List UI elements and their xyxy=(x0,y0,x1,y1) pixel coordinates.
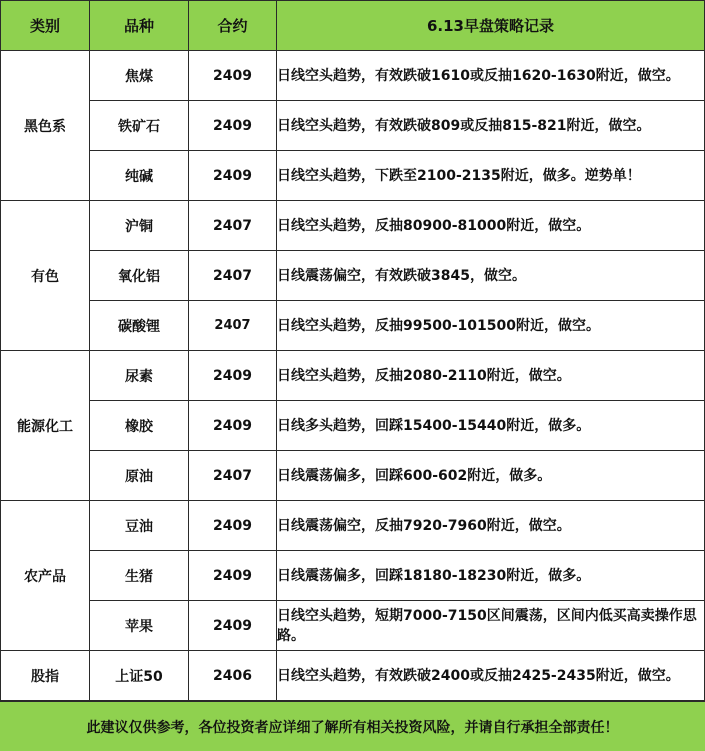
contract-cell: 2407 xyxy=(189,301,277,351)
variety-cell: 沪铜 xyxy=(90,201,189,251)
table-row xyxy=(1,151,705,201)
table-row xyxy=(1,301,705,351)
contract-cell: 2409 xyxy=(189,351,277,401)
strategy-cell: 日线空头趋势，下跌至2100-2135附近，做多。逆势单！ xyxy=(277,151,705,201)
variety-cell: 橡胶 xyxy=(90,401,189,451)
variety-cell: 上证50 xyxy=(90,651,189,701)
disclaimer-text: 此建议仅供参考，各位投资者应详细了解所有相关投资风险，并请自行承担全部责任！ xyxy=(86,719,619,736)
contract-cell: 2409 xyxy=(189,101,277,151)
variety-cell: 生猪 xyxy=(90,551,189,601)
contract-cell: 2409 xyxy=(189,151,277,201)
variety-cell: 铁矿石 xyxy=(90,101,189,151)
strategy-cell: 日线震荡偏多，回踩600-602附近，做多。 xyxy=(277,451,705,501)
strategy-cell: 日线空头趋势，反抽99500-101500附近，做空。 xyxy=(277,301,705,351)
variety-cell: 纯碱 xyxy=(90,151,189,201)
strategy-cell: 日线空头趋势，反抽2080-2110附近，做空。 xyxy=(277,351,705,401)
contract-cell: 2409 xyxy=(189,501,277,551)
variety-cell: 焦煤 xyxy=(90,51,189,101)
table-row xyxy=(1,351,705,401)
table-row xyxy=(1,451,705,501)
strategy-cell: 日线空头趋势，反抽80900-81000附近，做空。 xyxy=(277,201,705,251)
category-cell: 能源化工 xyxy=(1,351,90,501)
table-row xyxy=(1,251,705,301)
table-row xyxy=(1,51,705,101)
strategy-cell: 日线震荡偏空，有效跌破3845，做空。 xyxy=(277,251,705,301)
strategy-cell: 日线多头趋势，回踩15400-15440附近，做多。 xyxy=(277,401,705,451)
table-row xyxy=(1,101,705,151)
variety-cell: 尿素 xyxy=(90,351,189,401)
variety-cell: 碳酸锂 xyxy=(90,301,189,351)
header-contract: 合约 xyxy=(189,1,277,51)
strategy-cell: 日线空头趋势，有效跌破2400或反抽2425-2435附近，做空。 xyxy=(277,651,705,701)
table-row xyxy=(1,401,705,451)
table-row xyxy=(1,601,705,651)
contract-cell: 2409 xyxy=(189,401,277,451)
contract-cell: 2409 xyxy=(189,51,277,101)
category-cell: 有色 xyxy=(1,201,90,351)
contract-cell: 2409 xyxy=(189,601,277,651)
strategy-cell: 日线空头趋势，有效跌破809或反抽815-821附近，做空。 xyxy=(277,101,705,151)
contract-cell: 2407 xyxy=(189,201,277,251)
contract-cell: 2407 xyxy=(189,451,277,501)
variety-cell: 原油 xyxy=(90,451,189,501)
table-row xyxy=(1,201,705,251)
strategy-cell: 日线震荡偏空，反抽7920-7960附近，做空。 xyxy=(277,501,705,551)
variety-cell: 豆油 xyxy=(90,501,189,551)
header-variety: 品种 xyxy=(90,1,189,51)
header-row xyxy=(1,1,705,51)
variety-cell: 氧化铝 xyxy=(90,251,189,301)
contract-cell: 2409 xyxy=(189,551,277,601)
contract-cell: 2406 xyxy=(189,651,277,701)
category-cell: 黑色系 xyxy=(1,51,90,201)
category-cell: 股指 xyxy=(1,651,90,701)
header-strategy: 6.13早盘策略记录 xyxy=(277,1,705,51)
contract-cell: 2407 xyxy=(189,251,277,301)
disclaimer-footer xyxy=(0,701,705,751)
strategy-cell: 日线空头趋势，有效跌破1610或反抽1620-1630附近，做空。 xyxy=(277,51,705,101)
strategy-cell: 日线空头趋势，短期7000-7150区间震荡，区间内低买高卖操作思路。 xyxy=(277,601,705,651)
table-row xyxy=(1,501,705,551)
variety-cell: 苹果 xyxy=(90,601,189,651)
strategy-cell: 日线震荡偏多，回踩18180-18230附近，做多。 xyxy=(277,551,705,601)
table-row xyxy=(1,551,705,601)
table-row xyxy=(1,651,705,701)
category-cell: 农产品 xyxy=(1,501,90,651)
header-category: 类别 xyxy=(1,1,90,51)
